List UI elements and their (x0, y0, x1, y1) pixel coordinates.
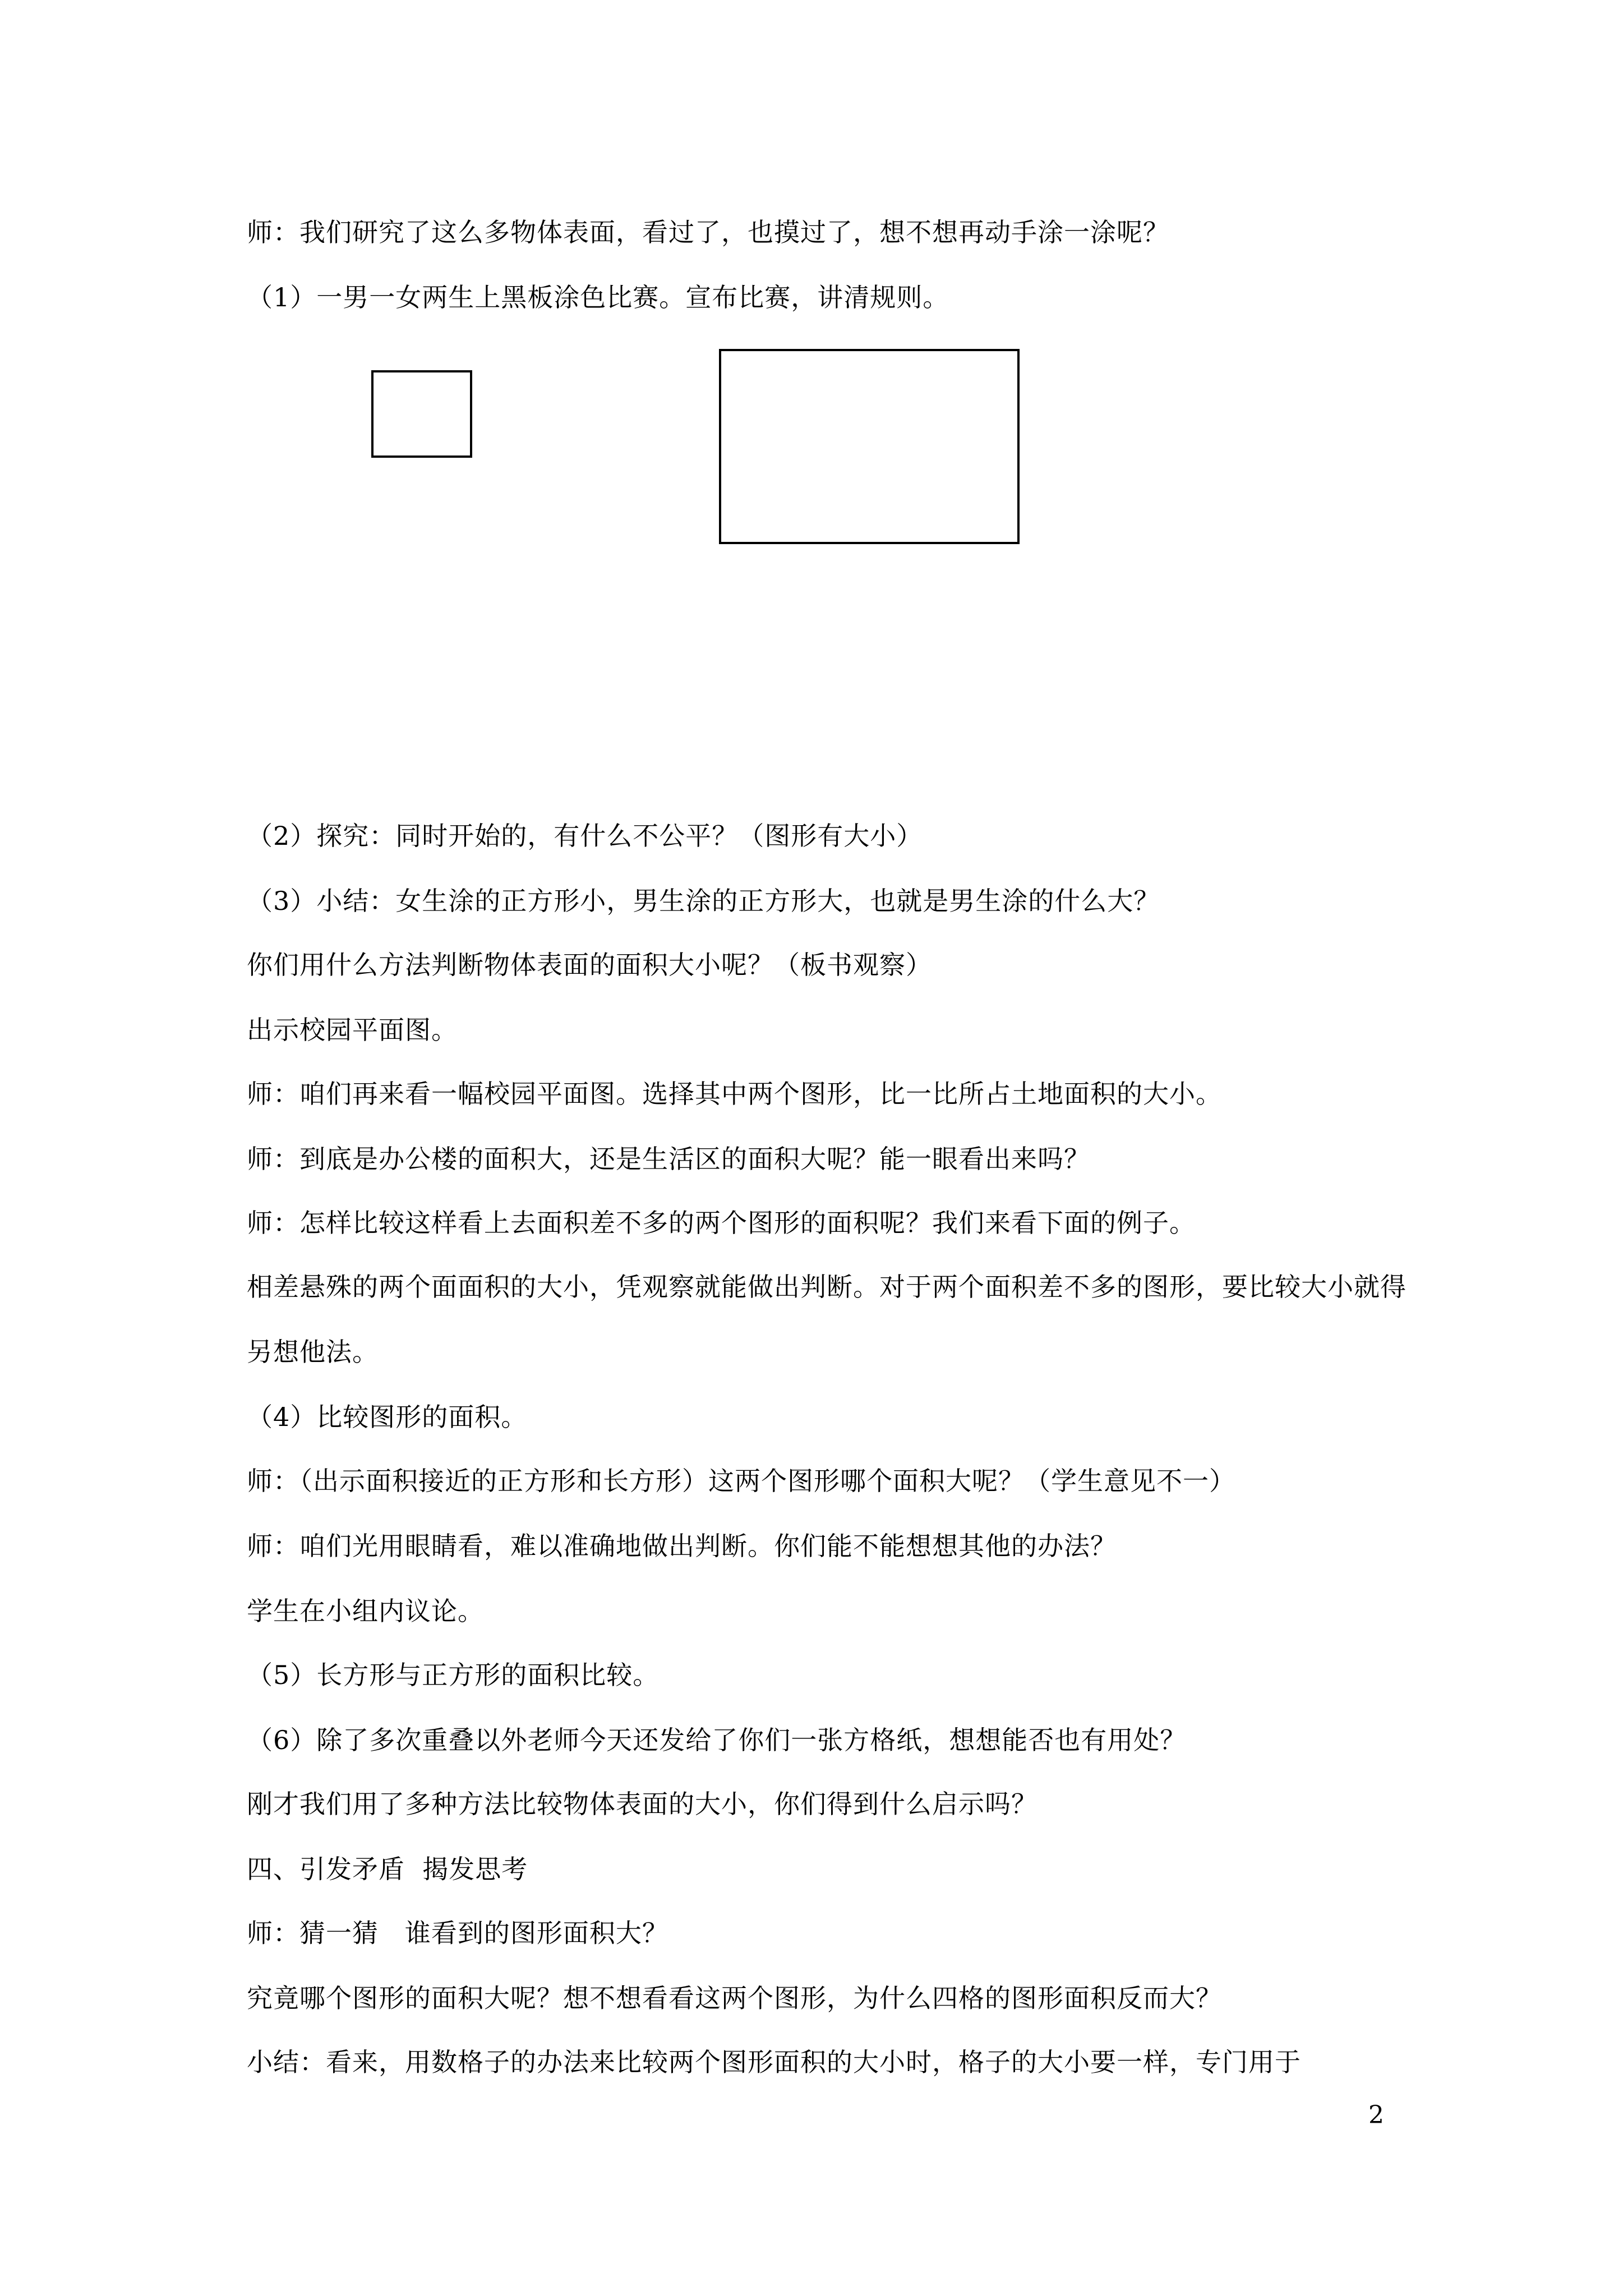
small-square-figure (371, 370, 472, 458)
paragraph: （2）探究：同时开始的，有什么不公平？（图形有大小） (247, 821, 923, 851)
paragraph: （1）一男一女两生上黑板涂色比赛。宣布比赛，讲清规则。 (247, 282, 949, 312)
paragraph: （5）长方形与正方形的面积比较。 (247, 1660, 660, 1690)
paragraph: （4）比较图形的面积。 (247, 1402, 528, 1432)
paragraph: 师：怎样比较这样看上去面积差不多的两个图形的面积呢？我们来看下面的例子。 (247, 1208, 1196, 1238)
paragraph: 相差悬殊的两个面面积的大小，凭观察就能做出判断。对于两个面积差不多的图形，要比较大小就得另想他法。 (247, 1272, 1407, 1367)
paragraph: 学生在小组内议论。 (247, 1596, 484, 1626)
paragraph: 究竟哪个图形的面积大呢？想不想看看这两个图形，为什么四格的图形面积反而大？ (247, 1983, 1222, 2013)
paragraph: 师：我们研究了这么多物体表面，看过了，也摸过了，想不想再动手涂一涂呢？ (247, 217, 1169, 247)
page-number: 2 (1368, 2101, 1384, 2129)
paragraph: 小结：看来，用数格子的办法来比较两个图形面积的大小时，格子的大小要一样，专门用于 (247, 2047, 1301, 2077)
paragraph: 师：咱们光用眼睛看，难以准确地做出判断。你们能不能想想其他的办法？ (247, 1531, 1117, 1561)
paragraph: 师：（出示面积接近的正方形和长方形）这两个图形哪个面积大呢？（学生意见不一） (247, 1466, 1235, 1496)
section-heading: 四、引发矛盾 揭发思考 (247, 1854, 528, 1884)
large-rectangle-figure (719, 349, 1020, 544)
paragraph: 师：咱们再来看一幅校园平面图。选择其中两个图形，比一比所占土地面积的大小。 (247, 1079, 1222, 1109)
paragraph: 师：猜一猜 谁看到的图形面积大？ (247, 1918, 668, 1948)
paragraph: 出示校园平面图。 (247, 1015, 458, 1045)
paragraph: （3）小结：女生涂的正方形小，男生涂的正方形大，也就是男生涂的什么大？ (247, 886, 1160, 916)
paragraph: （6）除了多次重叠以外老师今天还发给了你们一张方格纸，想想能否也有用处？ (247, 1725, 1187, 1755)
paragraph: 师：到底是办公楼的面积大，还是生活区的面积大呢？能一眼看出来吗？ (247, 1144, 1090, 1174)
paragraph: 刚才我们用了多种方法比较物体表面的大小，你们得到什么启示吗？ (247, 1789, 1038, 1819)
paragraph: 你们用什么方法判断物体表面的面积大小呢？（板书观察） (247, 950, 932, 980)
